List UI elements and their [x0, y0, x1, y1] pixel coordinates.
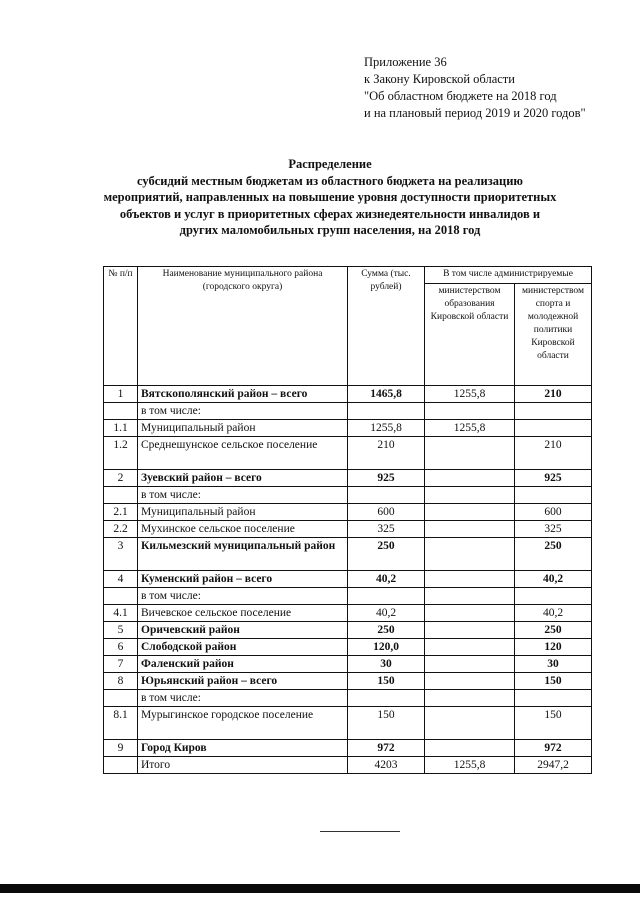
- cell-num: 1: [104, 386, 138, 403]
- cell-sport: 250: [515, 538, 592, 571]
- cell-name: Вятскополянский район – всего: [138, 386, 348, 403]
- cell-name: Фаленский район: [138, 656, 348, 673]
- cell-sum: 4203: [348, 757, 425, 774]
- cell-sum: 972: [348, 740, 425, 757]
- cell-sum: 120,0: [348, 639, 425, 656]
- table-row: [104, 487, 592, 504]
- cell-num: 2.1: [104, 504, 138, 521]
- cell-num: 9: [104, 740, 138, 757]
- separator-line: [320, 831, 400, 832]
- cell-sport: [515, 420, 592, 437]
- cell-sport: 150: [515, 673, 592, 690]
- cell-name: Оричевский район: [138, 622, 348, 639]
- appendix-block: [364, 54, 634, 122]
- cell-name: Среднешунское сельское поселение: [138, 437, 348, 470]
- table-row: [104, 690, 592, 707]
- cell-sport: 210: [515, 386, 592, 403]
- cell-num: [104, 403, 138, 420]
- title-line: объектов и услуг в приоритетных сферах жизнедеятельности инвалидов и: [119, 206, 541, 221]
- cell-sum: 600: [348, 504, 425, 521]
- cell-edu: [425, 639, 515, 656]
- cell-sum: [348, 588, 425, 605]
- cell-sum: 1465,8: [348, 386, 425, 403]
- cell-name: Мурыгинское городское поселение: [138, 707, 348, 740]
- table-row: [104, 757, 592, 774]
- cell-name: Кильмезский муниципальный район: [138, 538, 348, 571]
- cell-edu: [425, 487, 515, 504]
- cell-sum: 30: [348, 656, 425, 673]
- table-row: [104, 504, 592, 521]
- cell-edu: [425, 571, 515, 588]
- appendix-line: и на плановый период 2019 и 2020 годов": [364, 106, 586, 120]
- cell-num: 1.2: [104, 437, 138, 470]
- cell-sum: 925: [348, 470, 425, 487]
- cell-name: Муниципальный район: [138, 420, 348, 437]
- cell-sum: 150: [348, 673, 425, 690]
- cell-edu: [425, 403, 515, 420]
- cell-num: 4: [104, 571, 138, 588]
- cell-name: в том числе:: [138, 690, 348, 707]
- cell-name: Зуевский район – всего: [138, 470, 348, 487]
- cell-name: в том числе:: [138, 487, 348, 504]
- table-row: [104, 403, 592, 420]
- header-edu: министерством образования Кировской области: [425, 284, 515, 386]
- cell-sum: 1255,8: [348, 420, 425, 437]
- cell-edu: [425, 504, 515, 521]
- cell-edu: [425, 673, 515, 690]
- table-row: [104, 740, 592, 757]
- table-row: [104, 656, 592, 673]
- cell-edu: 1255,8: [425, 386, 515, 403]
- cell-num: 1.1: [104, 420, 138, 437]
- cell-num: 6: [104, 639, 138, 656]
- table-row: [104, 538, 592, 571]
- cell-sport: [515, 690, 592, 707]
- title-line: субсидий местным бюджетам из областного бюджета на реализацию: [137, 173, 523, 188]
- cell-name: Юрьянский район – всего: [138, 673, 348, 690]
- cell-sport: 600: [515, 504, 592, 521]
- cell-sum: 150: [348, 707, 425, 740]
- appendix-line: Приложение 36: [364, 55, 447, 69]
- cell-edu: [425, 656, 515, 673]
- cell-sport: 210: [515, 437, 592, 470]
- cell-sum: 40,2: [348, 605, 425, 622]
- table-row: [104, 639, 592, 656]
- cell-edu: [425, 538, 515, 571]
- appendix-line: к Закону Кировской области: [364, 72, 515, 86]
- cell-num: 2: [104, 470, 138, 487]
- cell-sport: 325: [515, 521, 592, 538]
- table-row: [104, 622, 592, 639]
- cell-sum: 250: [348, 622, 425, 639]
- title-line: мероприятий, направленных на повышение уровня доступности приоритетных: [103, 190, 557, 204]
- title-line: других маломобильных групп населения, на 2018 год: [179, 223, 481, 237]
- cell-num: 8: [104, 673, 138, 690]
- cell-sum: [348, 403, 425, 420]
- cell-name: Слободской район: [138, 639, 348, 656]
- cell-sport: 30: [515, 656, 592, 673]
- document-title: [60, 156, 600, 239]
- cell-sport: 40,2: [515, 571, 592, 588]
- header-group: В том числе администрируемые: [425, 267, 592, 284]
- cell-edu: [425, 588, 515, 605]
- table-header-row: [104, 267, 592, 284]
- cell-num: [104, 487, 138, 504]
- table-row: [104, 386, 592, 403]
- appendix-line: "Об областном бюджете на 2018 год: [364, 89, 557, 103]
- cell-sum: 210: [348, 437, 425, 470]
- table-row: [104, 571, 592, 588]
- cell-name: Мухинское сельское поселение: [138, 521, 348, 538]
- cell-edu: [425, 622, 515, 639]
- cell-name: Муниципальный район: [138, 504, 348, 521]
- header-num: № п/п: [104, 267, 138, 386]
- cell-sport: 150: [515, 707, 592, 740]
- cell-sport: [515, 487, 592, 504]
- table-row: [104, 521, 592, 538]
- cell-name: в том числе:: [138, 403, 348, 420]
- table-row: [104, 673, 592, 690]
- cell-sport: 2947,2: [515, 757, 592, 774]
- cell-sum: 325: [348, 521, 425, 538]
- cell-sum: 40,2: [348, 571, 425, 588]
- cell-sport: 972: [515, 740, 592, 757]
- cell-edu: [425, 470, 515, 487]
- cell-num: 5: [104, 622, 138, 639]
- subsidy-table: [103, 266, 592, 774]
- cell-name: в том числе:: [138, 588, 348, 605]
- title-line: Распределение: [288, 157, 372, 171]
- cell-sport: [515, 403, 592, 420]
- cell-num: [104, 690, 138, 707]
- header-name: Наименование муниципального района (городского округа): [138, 267, 348, 386]
- header-sport: министерством спорта и молодежной политики Кировской области: [515, 284, 592, 386]
- cell-name: Итого: [138, 757, 348, 774]
- cell-edu: [425, 521, 515, 538]
- cell-sport: 250: [515, 622, 592, 639]
- cell-sport: [515, 588, 592, 605]
- cell-sport: 925: [515, 470, 592, 487]
- table-row: [104, 588, 592, 605]
- table-row: [104, 470, 592, 487]
- cell-sum: [348, 487, 425, 504]
- scan-bottom-bar: [0, 884, 640, 893]
- cell-edu: [425, 707, 515, 740]
- table-row: [104, 420, 592, 437]
- table-row: [104, 605, 592, 622]
- cell-name: Куменский район – всего: [138, 571, 348, 588]
- cell-num: 8.1: [104, 707, 138, 740]
- cell-num: [104, 757, 138, 774]
- cell-sport: 120: [515, 639, 592, 656]
- table-row: [104, 437, 592, 470]
- cell-edu: 1255,8: [425, 757, 515, 774]
- cell-edu: [425, 437, 515, 470]
- cell-sum: [348, 690, 425, 707]
- cell-edu: [425, 690, 515, 707]
- cell-num: 7: [104, 656, 138, 673]
- cell-num: [104, 588, 138, 605]
- cell-edu: 1255,8: [425, 420, 515, 437]
- cell-name: Город Киров: [138, 740, 348, 757]
- cell-edu: [425, 740, 515, 757]
- cell-num: 2.2: [104, 521, 138, 538]
- header-sum: Сумма (тыс. рублей): [348, 267, 425, 386]
- cell-sport: 40,2: [515, 605, 592, 622]
- cell-sum: 250: [348, 538, 425, 571]
- cell-edu: [425, 605, 515, 622]
- cell-num: 4.1: [104, 605, 138, 622]
- cell-name: Вичевское сельское поселение: [138, 605, 348, 622]
- cell-num: 3: [104, 538, 138, 571]
- table-row: [104, 707, 592, 740]
